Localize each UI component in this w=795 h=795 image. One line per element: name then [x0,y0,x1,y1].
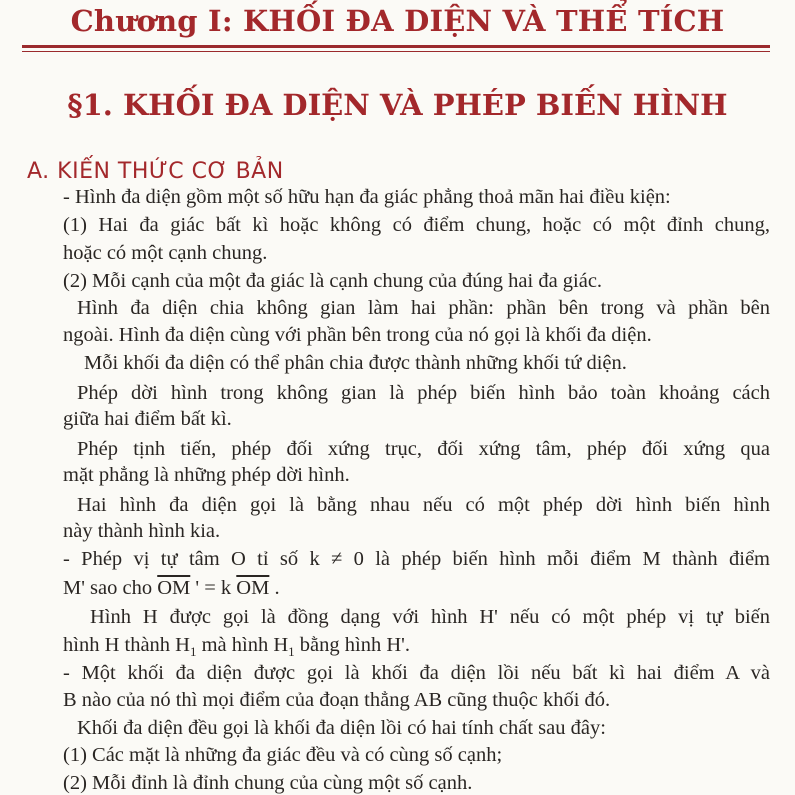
text-segment: mà hình H [196,634,289,656]
text-line: Phép tịnh tiến, phép đối xứng trục, đối xứng tâm, phép đối xứng qua [77,438,770,460]
text-line: B nào của nó thì mọi điểm của đoạn thẳng AB cũng thuộc khối đó. [63,689,611,711]
text-line: (1) Các mặt là những đa giác đều và có cùng số cạnh; [63,744,503,766]
vector-equation-line [63,576,280,600]
text-line: Khối đa diện đều gọi là khối đa diện lồi có hai tính chất sau đây: [77,717,606,739]
text-line: Hai hình đa diện gọi là bằng nhau nếu có một phép dời hình biến hình [77,494,770,516]
text-line: này thành hình kia. [63,520,221,542]
title-rule-thick [22,45,770,48]
text-line: ngoài. Hình đa diện cùng với phần bên trong của nó gọi là khối đa diện. [63,324,652,346]
text-line: (2) Mỗi cạnh của một đa giác là cạnh chung của đúng hai đa giác. [63,270,603,292]
text-line: Phép dời hình trong không gian là phép biến hình bảo toàn khoảng cách [77,382,770,404]
text-segment: . [269,577,280,599]
text-line: (1) Hai đa giác bất kì hoặc không có điểm chung, hoặc có một đỉnh chung, [63,214,770,236]
subscript: 1 [288,644,295,660]
chapter-title: Chương I: KHỐI ĐA DIỆN VÀ THỂ TÍCH [70,4,725,38]
text-line: mặt phẳng là những phép dời hình. [63,464,350,486]
subscript: 1 [189,644,197,660]
text-segment: M' sao cho [63,577,158,599]
section-title: §1. KHỐI ĐA DIỆN VÀ PHÉP BIẾN HÌNH [67,88,728,122]
text-line: - Một khối đa diện được gọi là khối đa diện lồi nếu bất kì hai điểm A và [63,662,770,684]
section-heading: A. KIẾN THỨC CƠ BẢN [27,159,284,184]
vector-om: $\overline{OM}$ [157,577,191,599]
text-line: Hình đa diện chia không gian làm hai phần: phần bên trong và phần bên [77,297,770,319]
subscript-line [63,633,410,664]
vector-om: $\overline{OM}$ [236,577,270,599]
text-segment: hình H thành H [63,634,190,656]
title-rule-thin [22,51,770,52]
text-line: (2) Mỗi đỉnh là đỉnh chung của cùng một số cạnh. [63,772,473,794]
text-segment: ' = k [190,577,237,599]
text-line: - Hình đa diện gồm một số hữu hạn đa giác phẳng thoả mãn hai điều kiện: [63,186,671,208]
text-line: - Phép vị tự tâm O tỉ số k ≠ 0 là phép biến hình mỗi điểm M thành điểm [63,548,770,570]
text-line: Mỗi khối đa diện có thể phân chia được thành những khối tứ diện. [84,352,627,374]
text-line: Hình H được gọi là đồng dạng với hình H' nếu có một phép vị tự biến [90,606,770,628]
text-line: hoặc có một cạnh chung. [63,242,268,264]
text-segment: bằng hình H'. [294,634,410,656]
text-line: giữa hai điểm bất kì. [63,408,232,430]
